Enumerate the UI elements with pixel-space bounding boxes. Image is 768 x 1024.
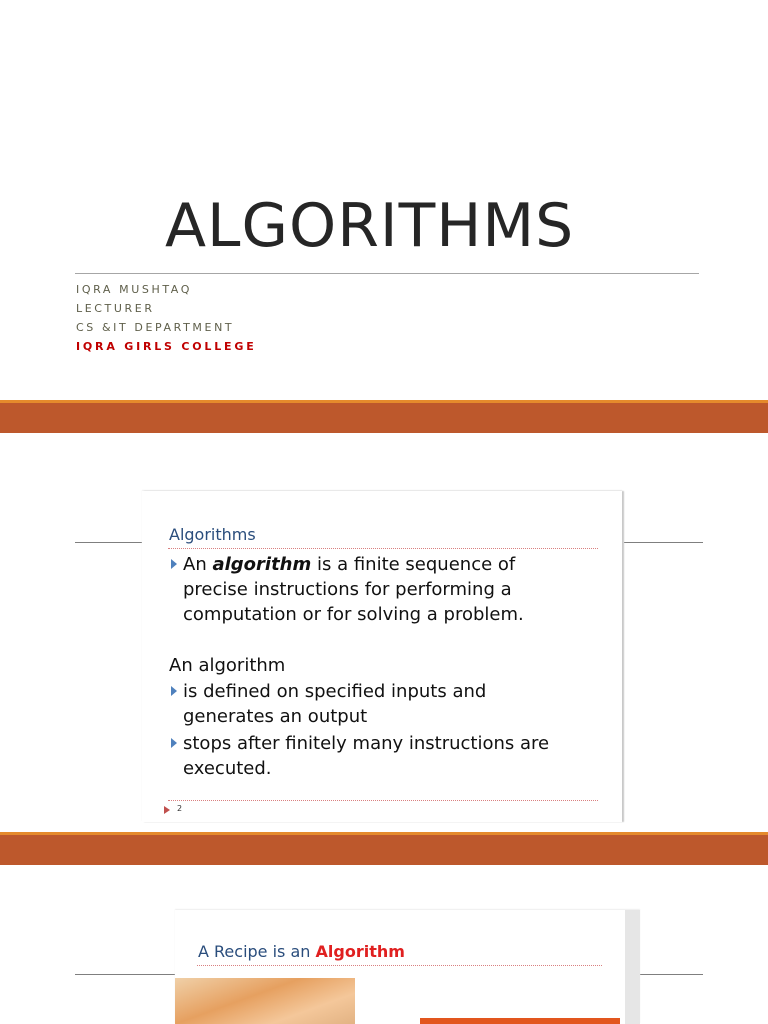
slide-rule-left	[75, 974, 175, 975]
slide-rule-right	[624, 542, 703, 543]
slide-heading: A Recipe is an Algorithm	[198, 942, 405, 961]
bullet-stops-line2: executed.	[183, 758, 272, 779]
bullet-arrow-icon	[171, 559, 177, 569]
footer-rule	[168, 800, 598, 801]
heading-underline	[168, 548, 598, 549]
bullet-inputs-line1: is defined on specified inputs and	[183, 681, 487, 702]
bullet-definition-line3: computation or for solving a problem.	[183, 604, 524, 625]
recipe-photo-left	[175, 978, 355, 1024]
bullet-definition-line1: An algorithm is a finite sequence of	[183, 554, 516, 575]
subheading: An algorithm	[169, 655, 286, 676]
author-department: CS &IT DEPARTMENT	[76, 321, 235, 334]
bullet-inputs-line2: generates an output	[183, 706, 368, 727]
recipe-slide	[175, 910, 640, 1024]
page-arrow-icon	[164, 806, 170, 814]
slide-separator-band	[0, 400, 768, 433]
title-slide	[0, 0, 768, 400]
slide-rule-left	[75, 542, 142, 543]
author-name: IQRA MUSHTAQ	[76, 283, 192, 296]
slide-rule-right	[640, 974, 703, 975]
slide-title: ALGORITHMS	[165, 191, 575, 261]
heading-underline	[197, 965, 602, 966]
slide-heading: Algorithms	[169, 525, 256, 544]
bullet-stops-line1: stops after finitely many instructions are	[183, 733, 550, 754]
author-institution: IQRA GIRLS COLLEGE	[76, 340, 257, 353]
page-number: 2	[177, 804, 183, 813]
slide-separator-band	[0, 832, 768, 865]
bullet-definition-line2: precise instructions for performing a	[183, 579, 512, 600]
author-role: LECTURER	[76, 302, 155, 315]
slide-edge	[625, 910, 640, 1024]
bullet-arrow-icon	[171, 738, 177, 748]
title-divider	[75, 273, 699, 274]
algorithms-definition-slide	[142, 491, 622, 822]
bullet-arrow-icon	[171, 686, 177, 696]
recipe-photo-right	[420, 1018, 620, 1024]
